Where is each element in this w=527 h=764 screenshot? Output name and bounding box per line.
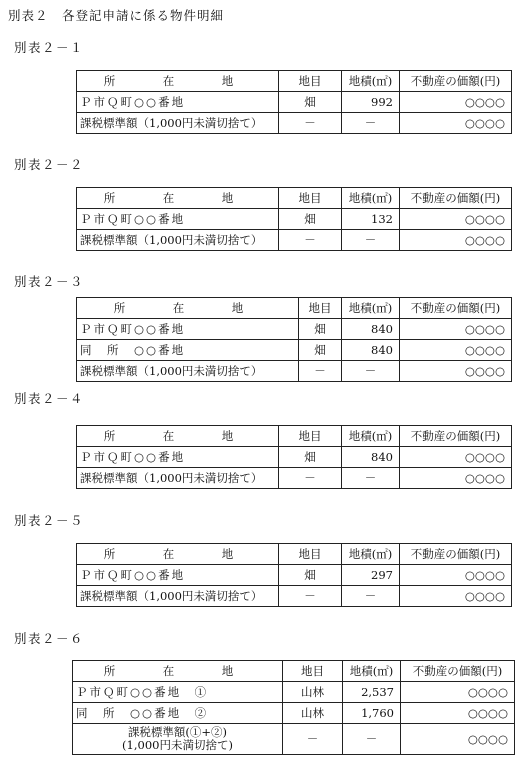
header-location: 所 在 地 — [77, 298, 299, 319]
cell-category: 畑 — [299, 319, 342, 340]
section-label-2-6: 別表２－６ — [14, 631, 85, 646]
cell-area: － — [342, 113, 400, 134]
header-area: 地積(㎡) — [342, 188, 400, 209]
table-row — [77, 209, 512, 230]
table-header-row — [77, 188, 512, 209]
cell-category: － — [279, 113, 342, 134]
cell-area: － — [343, 724, 401, 755]
cell-category: 山林 — [283, 682, 343, 703]
table-total-row — [77, 230, 512, 251]
header-price: 不動産の価額(円) — [401, 661, 515, 682]
cell-location: Ｐ市Ｑ町○○番地 — [77, 319, 299, 340]
cell-price: ○○○○ — [400, 340, 512, 361]
cell-price: ○○○○ — [400, 209, 512, 230]
header-category: 地目 — [279, 426, 342, 447]
cell-category: 畑 — [279, 209, 342, 230]
section-label-2-5: 別表２－５ — [14, 513, 85, 528]
header-area: 地積(㎡) — [342, 71, 400, 92]
cell-location: 同 所 ○○番地 ② — [73, 703, 283, 724]
cell-location: Ｐ市Ｑ町○○番地 — [77, 447, 279, 468]
header-price: 不動産の価額(円) — [400, 71, 512, 92]
cell-area: － — [342, 586, 400, 607]
cell-category: 畑 — [279, 92, 342, 113]
header-price: 不動産の価額(円) — [400, 426, 512, 447]
cell-price: ○○○○ — [400, 230, 512, 251]
cell-location — [73, 724, 283, 755]
table-row — [73, 682, 515, 703]
section-label-2-3: 別表２－３ — [14, 274, 85, 289]
cell-location: Ｐ市Ｑ町○○番地 — [77, 565, 279, 586]
cell-category: － — [299, 361, 342, 382]
cell-location: 課税標準額（1,000円未満切捨て） — [77, 113, 279, 134]
header-price: 不動産の価額(円) — [400, 298, 512, 319]
header-area: 地積(㎡) — [342, 298, 400, 319]
total-label-line2: (1,000円未満切捨て) — [122, 738, 233, 752]
cell-area: 297 — [342, 565, 400, 586]
table-total-row — [77, 586, 512, 607]
table-row — [77, 340, 512, 361]
cell-location: Ｐ市Ｑ町○○番地 ① — [73, 682, 283, 703]
cell-area: 840 — [342, 340, 400, 361]
cell-price: ○○○○ — [401, 724, 515, 755]
property-table-2-2 — [76, 187, 512, 251]
section-label-2-2: 別表２－２ — [14, 157, 85, 172]
cell-area: － — [342, 361, 400, 382]
header-price: 不動産の価額(円) — [400, 188, 512, 209]
cell-area: 840 — [342, 319, 400, 340]
cell-price: ○○○○ — [401, 682, 515, 703]
table-total-row — [73, 724, 515, 755]
header-category: 地目 — [299, 298, 342, 319]
property-table-2-1 — [76, 70, 512, 134]
table-row — [77, 565, 512, 586]
cell-area: 132 — [342, 209, 400, 230]
table-row — [77, 447, 512, 468]
section-label-2-1: 別表２－１ — [14, 40, 85, 55]
cell-price: ○○○○ — [400, 468, 512, 489]
header-location: 所 在 地 — [77, 544, 279, 565]
cell-area: 2,537 — [343, 682, 401, 703]
cell-price: ○○○○ — [400, 361, 512, 382]
cell-category: 畑 — [279, 447, 342, 468]
table-header-row — [73, 661, 515, 682]
cell-area: 992 — [342, 92, 400, 113]
cell-category: － — [279, 468, 342, 489]
property-table-2-5 — [76, 543, 512, 607]
table-header-row — [77, 426, 512, 447]
table-row — [77, 92, 512, 113]
header-price: 不動産の価額(円) — [400, 544, 512, 565]
cell-category: － — [283, 724, 343, 755]
table-header-row — [77, 544, 512, 565]
section-label-2-4: 別表２－４ — [14, 391, 85, 406]
cell-category: 山林 — [283, 703, 343, 724]
cell-location: Ｐ市Ｑ町○○番地 — [77, 209, 279, 230]
header-category: 地目 — [279, 71, 342, 92]
document-title: 別表２ 各登記申請に係る物件明細 — [8, 8, 225, 23]
cell-area: 1,760 — [343, 703, 401, 724]
header-category: 地目 — [283, 661, 343, 682]
cell-location: 課税標準額（1,000円未満切捨て） — [77, 361, 299, 382]
table-header-row — [77, 298, 512, 319]
cell-category: 畑 — [299, 340, 342, 361]
table-total-row — [77, 468, 512, 489]
header-location: 所 在 地 — [73, 661, 283, 682]
cell-location: 課税標準額（1,000円未満切捨て） — [77, 230, 279, 251]
cell-price: ○○○○ — [401, 703, 515, 724]
table-row — [73, 703, 515, 724]
header-area: 地積(㎡) — [342, 544, 400, 565]
table-total-row — [77, 361, 512, 382]
property-table-2-4 — [76, 425, 512, 489]
header-location: 所 在 地 — [77, 426, 279, 447]
property-table-2-6 — [72, 660, 515, 755]
cell-location: 課税標準額（1,000円未満切捨て） — [77, 586, 279, 607]
cell-area: － — [342, 230, 400, 251]
cell-price: ○○○○ — [400, 113, 512, 134]
cell-price: ○○○○ — [400, 565, 512, 586]
cell-category: 畑 — [279, 565, 342, 586]
table-total-row — [77, 113, 512, 134]
header-category: 地目 — [279, 544, 342, 565]
header-area: 地積(㎡) — [342, 426, 400, 447]
property-table-2-3 — [76, 297, 512, 382]
cell-location: 課税標準額（1,000円未満切捨て） — [77, 468, 279, 489]
cell-price: ○○○○ — [400, 447, 512, 468]
cell-location: Ｐ市Ｑ町○○番地 — [77, 92, 279, 113]
header-area: 地積(㎡) — [343, 661, 401, 682]
cell-location: 同 所 ○○番地 — [77, 340, 299, 361]
cell-area: 840 — [342, 447, 400, 468]
cell-price: ○○○○ — [400, 586, 512, 607]
cell-price: ○○○○ — [400, 92, 512, 113]
header-location: 所 在 地 — [77, 188, 279, 209]
table-header-row — [77, 71, 512, 92]
cell-category: － — [279, 230, 342, 251]
total-label-line1: 課税標準額(①+②) — [127, 725, 228, 739]
cell-area: － — [342, 468, 400, 489]
header-category: 地目 — [279, 188, 342, 209]
cell-price: ○○○○ — [400, 319, 512, 340]
table-row — [77, 319, 512, 340]
cell-category: － — [279, 586, 342, 607]
header-location: 所 在 地 — [77, 71, 279, 92]
